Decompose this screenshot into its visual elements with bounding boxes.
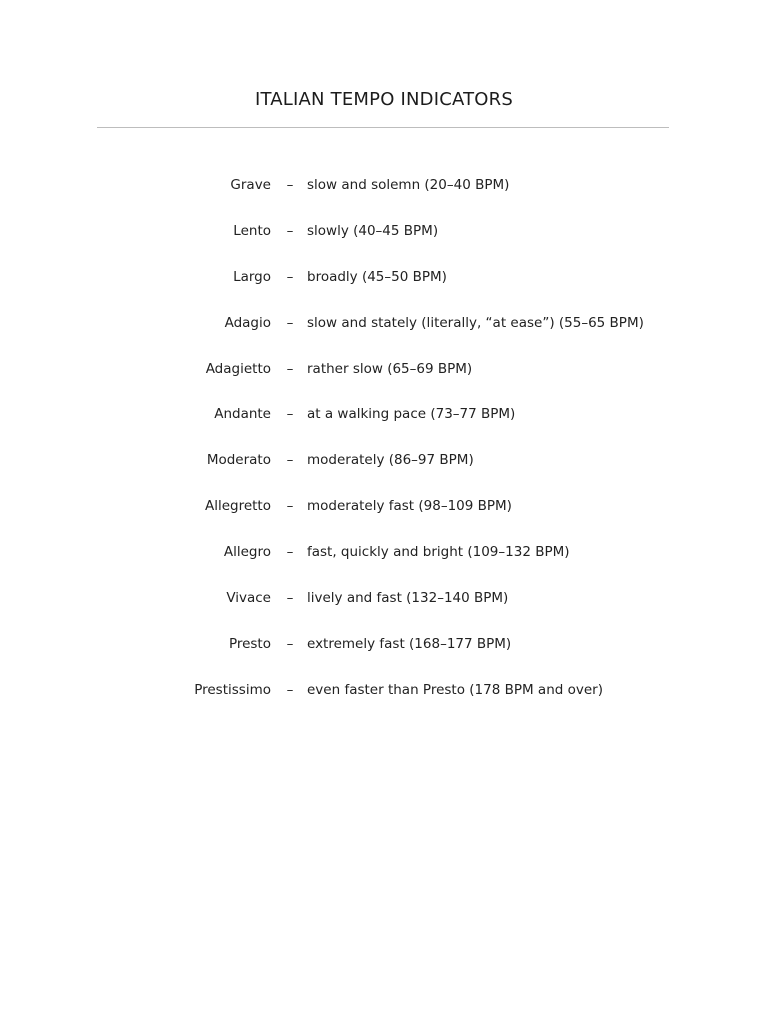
tempo-description: at a walking pace (73–77 BPM) <box>307 406 516 423</box>
separator-dash: – <box>286 406 294 423</box>
list-item <box>0 449 768 495</box>
list-item <box>0 220 768 266</box>
separator-dash: – <box>286 544 294 561</box>
tempo-term: Lento <box>233 222 271 239</box>
tempo-description: lively and fast (132–140 BPM) <box>307 590 509 607</box>
separator-dash: – <box>286 360 294 377</box>
tempo-description: moderately fast (98–109 BPM) <box>307 498 512 515</box>
list-item <box>0 679 768 725</box>
tempo-list <box>0 174 768 725</box>
list-item <box>0 541 768 587</box>
list-item <box>0 266 768 312</box>
list-item <box>0 174 768 220</box>
page-title: ITALIAN TEMPO INDICATORS <box>254 89 514 110</box>
separator-dash: – <box>286 222 294 239</box>
tempo-description: moderately (86–97 BPM) <box>307 452 474 469</box>
separator-dash: – <box>286 681 294 698</box>
tempo-term: Grave <box>230 177 271 193</box>
tempo-term: Vivace <box>226 590 271 607</box>
tempo-term: Allegro <box>223 544 271 561</box>
tempo-description: broadly (45–50 BPM) <box>307 268 447 285</box>
tempo-term: Prestissimo <box>194 681 271 698</box>
tempo-description: rather slow (65–69 BPM) <box>307 360 473 377</box>
list-item <box>0 587 768 633</box>
tempo-description: extremely fast (168–177 BPM) <box>307 635 512 652</box>
list-item <box>0 495 768 541</box>
tempo-description: fast, quickly and bright (109–132 BPM) <box>307 544 570 561</box>
tempo-term: Andante <box>214 406 271 423</box>
separator-dash: – <box>286 590 294 607</box>
separator-dash: – <box>286 268 294 285</box>
title-divider <box>97 127 669 128</box>
tempo-description: slowly (40–45 BPM) <box>307 222 439 239</box>
tempo-description: slow and solemn (20–40 BPM) <box>307 177 510 193</box>
separator-dash: – <box>286 314 294 331</box>
tempo-term: Presto <box>228 635 271 652</box>
list-item <box>0 312 768 358</box>
tempo-term: Largo <box>233 268 271 285</box>
tempo-description: even faster than Presto (178 BPM and over) <box>307 681 603 698</box>
separator-dash: – <box>286 635 294 652</box>
tempo-term: Moderato <box>206 452 271 469</box>
separator-dash: – <box>286 498 294 515</box>
tempo-term: Adagio <box>224 314 271 331</box>
list-item <box>0 358 768 404</box>
separator-dash: – <box>286 452 294 469</box>
tempo-description: slow and stately (literally, “at ease”) (55–65 BPM) <box>307 314 644 331</box>
list-item <box>0 403 768 449</box>
tempo-term: Allegretto <box>204 498 271 515</box>
list-item <box>0 633 768 679</box>
separator-dash: – <box>286 177 294 193</box>
tempo-term: Adagietto <box>205 360 271 377</box>
